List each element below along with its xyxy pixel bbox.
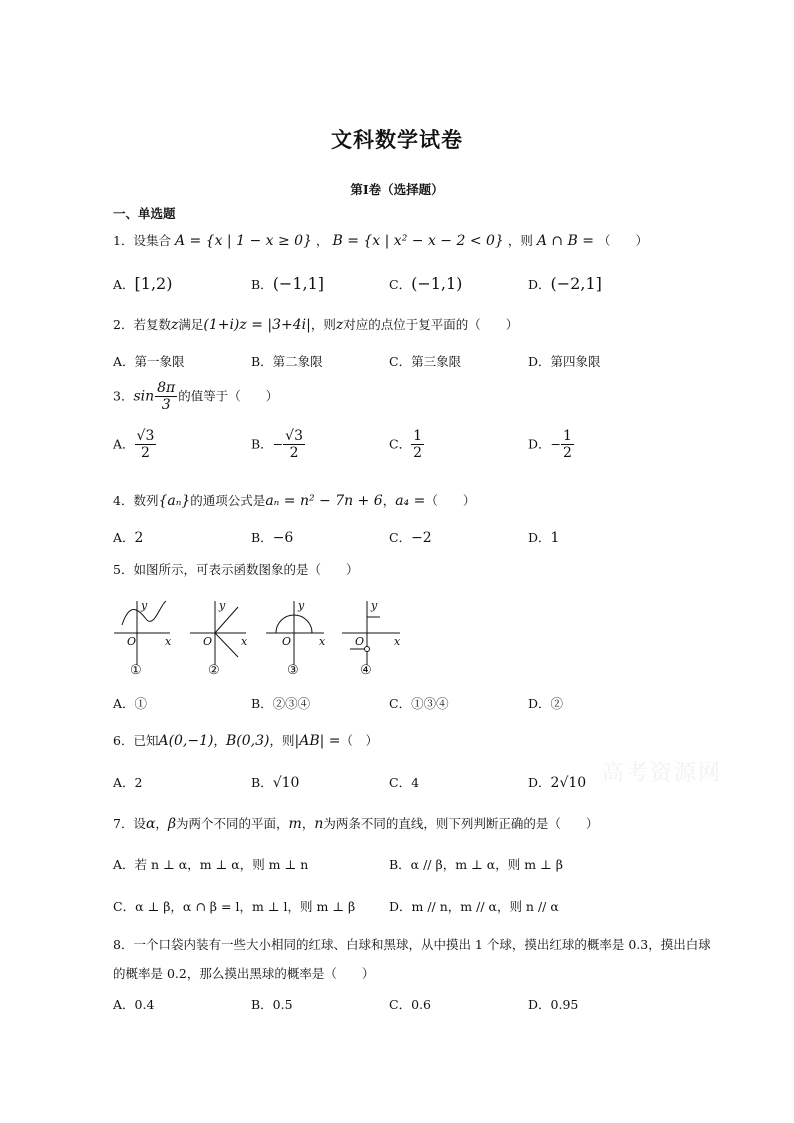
graph-3: [266, 599, 326, 678]
question-8-line-2: 的概率是 0.2，那么摸出黑球的概率是（ ）: [113, 966, 375, 981]
graph-4: [342, 599, 401, 678]
q6-point-b: B(0,3): [226, 733, 270, 749]
q2-option-a: A．第一象限: [113, 354, 185, 369]
q4-sequence: {aₙ}: [158, 493, 191, 509]
q1-option-b-value: (−1,1]: [272, 274, 325, 293]
q1-option-c: C．(−1,1): [389, 274, 463, 293]
q5-option-a: A．①: [113, 696, 148, 711]
page-title: 文科数学试卷: [331, 127, 463, 152]
q1-prefix: 1．设集合: [113, 233, 171, 248]
q2-equation: (1+i)z = |3+4i|: [203, 317, 311, 333]
question-7-stem: 7．设α，β为两个不同的平面，m，n为两条不同的直线，则下列判断正确的是（ ）: [113, 816, 599, 832]
q4-a4: a₄ =: [395, 493, 426, 509]
q6-option-c: C．4: [389, 775, 420, 790]
q3-fraction: $\frac{8\pi}{3}$: [157, 380, 176, 413]
q1-intersection: A ∩ B =: [536, 233, 595, 249]
q3-option-a: A． $\frac{√3}{2}$: [113, 428, 155, 461]
q1-option-d-value: (−2,1]: [550, 274, 602, 293]
q7-option-d: D．m // n，m // α，则 n // α: [389, 899, 559, 914]
graph-3-origin: O: [282, 635, 292, 648]
q5-option-b: B．②③④: [251, 696, 311, 711]
watermark: 高考资源网: [602, 761, 723, 786]
q5-option-c: C．①③④: [389, 696, 449, 711]
part-heading: 第Ⅰ卷（选择题）: [350, 182, 444, 197]
q1-mid: ，: [315, 233, 329, 248]
q1-set-b: B = {x | x² − x − 2 < 0}: [332, 233, 504, 249]
graph-2-label: ②: [208, 663, 220, 678]
q2-option-b: B．第二象限: [251, 354, 323, 369]
q3-option-d: D．− $\frac{1}{2}$: [528, 428, 572, 461]
section-heading: 一、单选题: [113, 206, 176, 221]
q6-option-b: B．√10: [251, 775, 300, 791]
q6-point-a: A(0,−1): [158, 733, 214, 749]
q1-option-a-value: [1,2): [134, 274, 173, 293]
q4-formula: aₙ = n² − 7n + 6: [265, 493, 383, 509]
q1-option-d: D．(−2,1]: [528, 274, 602, 293]
graph-1-origin: O: [127, 635, 137, 648]
question-3-stem: 3．sin $\frac{8\pi}{3}$ 的值等于（ ）: [113, 380, 279, 413]
q4-option-a: A．2: [113, 530, 144, 546]
graph-1-label: ①: [130, 663, 142, 678]
q1-option-b: B．(−1,1]: [251, 274, 325, 293]
q3-sin: sin: [133, 388, 155, 405]
q5-option-d: D．②: [528, 696, 564, 711]
q8-option-a: A．0.4: [113, 997, 155, 1012]
question-8-line-1: 8．一个口袋内装有一些大小相同的红球、白球和黑球，从中摸出 1 个球，摸出红球的概率是 0.3，摸出白球: [113, 937, 711, 952]
question-6-stem: 6．已知A(0,−1)，B(0,3)，则|AB| =（ ）: [113, 733, 379, 749]
q4-option-b: B．−6: [251, 530, 294, 546]
q7-option-b: B．α // β，m ⊥ α，则 m ⊥ β: [389, 857, 563, 872]
q8-option-c: C．0.6: [389, 997, 431, 1012]
graph-4-label: ④: [360, 663, 372, 678]
graph-4-x-label: x: [394, 635, 401, 648]
q1-option-a: A．[1,2): [113, 274, 173, 293]
q2-option-d: D．第四象限: [528, 354, 601, 369]
question-5-stem: 5．如图所示，可表示函数图象的是（ ）: [113, 562, 359, 577]
graph-2-y-label: y: [219, 599, 226, 612]
q1-option-c-value: (−1,1): [411, 274, 463, 293]
q7-option-a: A．若 n ⊥ α，m ⊥ α，则 m ⊥ n: [113, 857, 309, 872]
q2-z: z: [170, 317, 179, 333]
q1-paren: （ ）: [598, 233, 649, 248]
question-4-stem: 4．数列{aₙ}的通项公式是aₙ = n² − 7n + 6，a₄ =（ ）: [113, 493, 476, 509]
graph-2-origin: O: [203, 635, 213, 648]
graph-3-label: ③: [287, 663, 299, 678]
q5-function-graphs: [110, 595, 410, 680]
graph-1: [114, 599, 172, 678]
graph-3-x-label: x: [319, 635, 326, 648]
q6-option-a: A．2: [113, 775, 143, 790]
q4-option-c: C．−2: [389, 530, 432, 546]
q6-vector-norm: |AB| =: [294, 733, 341, 749]
graph-1-x-label: x: [165, 635, 172, 648]
question-2-stem: 2．若复数z满足(1+i)z = |3+4i|，则z对应的点位于复平面的（ ）: [113, 317, 519, 333]
graph-1-y-label: y: [141, 599, 148, 612]
q1-set-a: A = {x | 1 − x ≥ 0}: [174, 233, 312, 249]
q8-option-d: D．0.95: [528, 997, 579, 1012]
q4-option-d: D．1: [528, 530, 560, 546]
graph-2: [190, 599, 248, 678]
question-1-stem: [113, 231, 648, 251]
graph-4-origin: O: [355, 635, 365, 648]
q2-option-c: C．第三象限: [389, 354, 462, 369]
graph-4-y-label: y: [371, 599, 378, 612]
q3-option-b: B．− $\frac{√3}{2}$: [251, 428, 303, 461]
q3-option-c: C． $\frac{1}{2}$: [389, 428, 422, 461]
q6-option-d: D．2√10: [528, 775, 587, 791]
q2-z-2: z: [335, 317, 344, 333]
q7-option-c: C．α ⊥ β，α ∩ β = l，m ⊥ l，则 m ⊥ β: [113, 899, 356, 914]
graph-3-y-label: y: [298, 599, 305, 612]
graph-2-x-label: x: [241, 635, 248, 648]
q8-option-b: B．0.5: [251, 997, 293, 1012]
q1-then: ，则: [507, 233, 533, 248]
